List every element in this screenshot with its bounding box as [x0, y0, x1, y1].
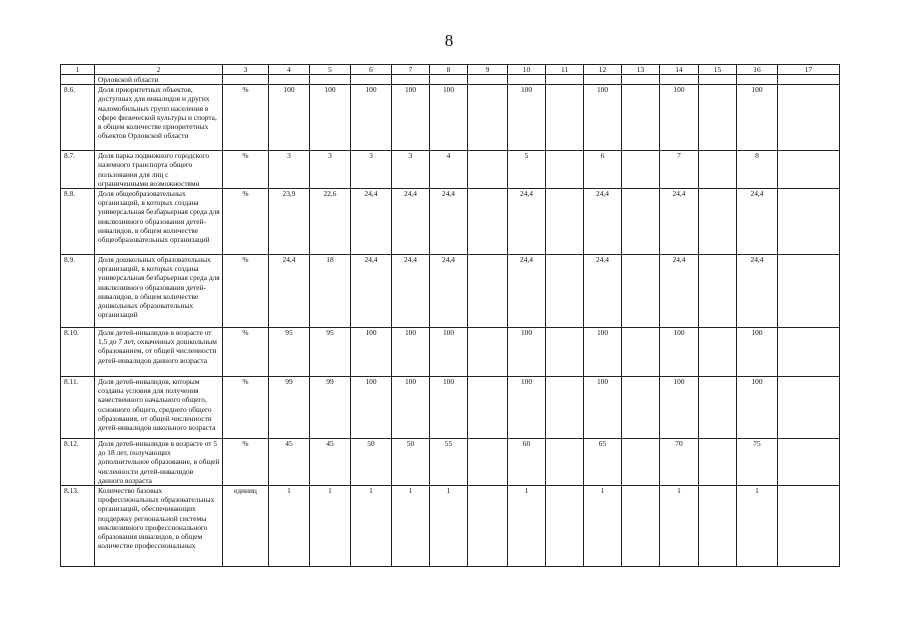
value-cell	[622, 255, 660, 328]
value-cell: 100	[660, 85, 699, 151]
value-cell	[622, 85, 660, 151]
table-row	[61, 439, 840, 486]
row-index: 8.12.	[61, 439, 95, 486]
indicator-name: Количество базовых профессиональных образовательных организаций, обеспечивающих поддержку региональной системы инклюзивного профессионального образования инвалидов, в общем количестве профессиональных	[95, 486, 223, 567]
value-cell: 99	[269, 377, 310, 439]
value-cell: 24,4	[660, 255, 699, 328]
value-cell: 50	[351, 439, 392, 486]
column-header-5: 5	[310, 65, 351, 75]
value-cell: 24,4	[584, 189, 622, 255]
table-row	[61, 85, 840, 151]
value-cell: 1	[310, 486, 351, 567]
value-cell	[622, 189, 660, 255]
value-cell	[699, 85, 737, 151]
value-cell	[468, 439, 508, 486]
value-cell	[622, 439, 660, 486]
unit-cell: %	[223, 85, 269, 151]
column-header-12: 12	[584, 65, 622, 75]
value-cell: 6	[584, 151, 622, 189]
value-cell: 24,4	[508, 189, 546, 255]
value-cell: 18	[310, 255, 351, 328]
row-index: 8.7.	[61, 151, 95, 189]
row-index: 8.13.	[61, 486, 95, 567]
value-cell: 100	[584, 377, 622, 439]
column-header-2: 2	[95, 65, 223, 75]
column-header-8: 8	[430, 65, 468, 75]
column-header-7: 7	[392, 65, 430, 75]
value-cell: 100	[430, 85, 468, 151]
indicator-name: Доля общеобразовательных организаций, в которых создана универсальная безбарьерная среда для инклюзивного образования детей-инвалидов, в общем количестве общеобразовательных организаций	[95, 189, 223, 255]
value-cell	[468, 189, 508, 255]
value-cell: 55	[430, 439, 468, 486]
value-cell	[699, 189, 737, 255]
value-cell: 100	[430, 377, 468, 439]
value-cell	[622, 486, 660, 567]
value-cell: 100	[584, 85, 622, 151]
value-cell	[778, 328, 840, 377]
unit-cell: единиц	[223, 486, 269, 567]
unit-cell: %	[223, 377, 269, 439]
indicator-name: Доля детей-инвалидов, которым созданы условия для получения качественного начального общего, основного общего, среднего общего образования, от общей численности детей-инвалидов школьного возраста	[95, 377, 223, 439]
value-cell: 100	[737, 328, 778, 377]
value-cell: 1	[269, 486, 310, 567]
value-cell: 8	[737, 151, 778, 189]
column-header-16: 16	[737, 65, 778, 75]
value-cell	[468, 328, 508, 377]
value-cell: 100	[310, 85, 351, 151]
value-cell: 100	[584, 328, 622, 377]
table-row	[61, 486, 840, 567]
value-cell: 45	[310, 439, 351, 486]
value-cell: 1	[737, 486, 778, 567]
continuation-row	[61, 75, 840, 85]
value-cell	[699, 377, 737, 439]
value-cell	[622, 151, 660, 189]
row-index: 8.11.	[61, 377, 95, 439]
value-cell: 24,4	[269, 255, 310, 328]
value-cell	[778, 85, 840, 151]
value-cell: 100	[737, 85, 778, 151]
value-cell	[546, 439, 584, 486]
column-header-15: 15	[699, 65, 737, 75]
value-cell	[546, 151, 584, 189]
value-cell: 24,4	[584, 255, 622, 328]
value-cell	[778, 439, 840, 486]
column-header-10: 10	[508, 65, 546, 75]
unit-cell: %	[223, 151, 269, 189]
value-cell: 1	[584, 486, 622, 567]
value-cell	[778, 151, 840, 189]
value-cell	[468, 486, 508, 567]
column-header-4: 4	[269, 65, 310, 75]
value-cell: 95	[310, 328, 351, 377]
unit-cell: %	[223, 328, 269, 377]
table-row	[61, 189, 840, 255]
value-cell: 3	[310, 151, 351, 189]
value-cell: 100	[660, 377, 699, 439]
value-cell: 99	[310, 377, 351, 439]
value-cell	[622, 328, 660, 377]
value-cell: 65	[584, 439, 622, 486]
value-cell	[546, 189, 584, 255]
value-cell: 5	[508, 151, 546, 189]
table-row	[61, 151, 840, 189]
value-cell: 100	[351, 85, 392, 151]
value-cell: 100	[508, 328, 546, 377]
value-cell: 24,4	[351, 255, 392, 328]
value-cell: 100	[351, 328, 392, 377]
column-header-13: 13	[622, 65, 660, 75]
value-cell: 100	[392, 85, 430, 151]
value-cell: 24,4	[392, 189, 430, 255]
column-header-17: 17	[778, 65, 840, 75]
value-cell	[468, 85, 508, 151]
value-cell	[699, 486, 737, 567]
value-cell	[699, 151, 737, 189]
value-cell: 100	[269, 85, 310, 151]
value-cell: 100	[392, 328, 430, 377]
value-cell: 24,4	[392, 255, 430, 328]
value-cell: 100	[737, 377, 778, 439]
value-cell: 45	[269, 439, 310, 486]
row-index: 8.8.	[61, 189, 95, 255]
value-cell	[699, 328, 737, 377]
value-cell	[468, 377, 508, 439]
value-cell: 22,6	[310, 189, 351, 255]
indicator-name: Доля детей-инвалидов в возрасте от 5 до 18 лет, получающих дополнительное образование, в общей численности детей-инвалидов данного возраста	[95, 439, 223, 486]
value-cell: 60	[508, 439, 546, 486]
value-cell: 24,4	[660, 189, 699, 255]
value-cell	[546, 486, 584, 567]
value-cell: 1	[660, 486, 699, 567]
value-cell: 23,9	[269, 189, 310, 255]
row-index: 8.6.	[61, 85, 95, 151]
value-cell: 1	[351, 486, 392, 567]
value-cell: 1	[508, 486, 546, 567]
column-header-6: 6	[351, 65, 392, 75]
indicator-name: Доля приоритетных объектов, доступных для инвалидов и других маломобильных групп населения в сфере физической культуры и спорта, в общем количестве приоритетных объектов Орловской области	[95, 85, 223, 151]
value-cell: 3	[392, 151, 430, 189]
table-row	[61, 377, 840, 439]
value-cell: 24,4	[430, 189, 468, 255]
value-cell	[699, 439, 737, 486]
column-header-1: 1	[61, 65, 95, 75]
value-cell	[546, 328, 584, 377]
value-cell: 100	[351, 377, 392, 439]
value-cell: 100	[392, 377, 430, 439]
value-cell	[468, 255, 508, 328]
value-cell	[546, 85, 584, 151]
page-number: 8	[444, 31, 454, 50]
value-cell: 7	[660, 151, 699, 189]
value-cell	[468, 151, 508, 189]
unit-cell: %	[223, 189, 269, 255]
unit-cell: %	[223, 255, 269, 328]
value-cell: 70	[660, 439, 699, 486]
value-cell	[778, 486, 840, 567]
indicator-name: Доля парка подвижного городского наземного транспорта общего пользования для лиц с ограниченными возможностями	[95, 151, 223, 189]
value-cell	[546, 377, 584, 439]
value-cell: 1	[430, 486, 468, 567]
row-index: 8.10.	[61, 328, 95, 377]
value-cell: 100	[430, 328, 468, 377]
value-cell: 24,4	[737, 189, 778, 255]
value-cell: 24,4	[430, 255, 468, 328]
table-row	[61, 328, 840, 377]
column-header-14: 14	[660, 65, 699, 75]
value-cell: 95	[269, 328, 310, 377]
value-cell	[546, 255, 584, 328]
table-row	[61, 255, 840, 328]
continuation-text: Орловской области	[95, 75, 223, 85]
column-header-row	[61, 65, 840, 75]
value-cell: 3	[269, 151, 310, 189]
unit-cell: %	[223, 439, 269, 486]
value-cell: 1	[392, 486, 430, 567]
value-cell: 100	[508, 85, 546, 151]
value-cell	[699, 255, 737, 328]
continuation-idx-cell	[61, 75, 95, 85]
value-cell: 24,4	[737, 255, 778, 328]
row-index: 8.9.	[61, 255, 95, 328]
value-cell: 24,4	[508, 255, 546, 328]
value-cell: 24,4	[351, 189, 392, 255]
value-cell	[778, 189, 840, 255]
table-body	[61, 65, 840, 567]
indicators-table	[60, 64, 840, 567]
value-cell: 50	[392, 439, 430, 486]
value-cell	[778, 255, 840, 328]
indicator-name: Доля детей-инвалидов в возрасте от 1,5 до 7 лет, охваченных дошкольным образованием, от общей численности детей-инвалидов данного возраста	[95, 328, 223, 377]
value-cell	[622, 377, 660, 439]
value-cell: 100	[508, 377, 546, 439]
value-cell: 75	[737, 439, 778, 486]
column-header-9: 9	[468, 65, 508, 75]
value-cell	[778, 377, 840, 439]
column-header-11: 11	[546, 65, 584, 75]
value-cell: 100	[660, 328, 699, 377]
column-header-3: 3	[223, 65, 269, 75]
indicator-name: Доля дошкольных образовательных организаций, в которых создана универсальная безбарьерная среда для инклюзивного образования детей-инвалидов, в общем количестве дошкольных образовательных организаций	[95, 255, 223, 328]
value-cell: 4	[430, 151, 468, 189]
value-cell: 3	[351, 151, 392, 189]
